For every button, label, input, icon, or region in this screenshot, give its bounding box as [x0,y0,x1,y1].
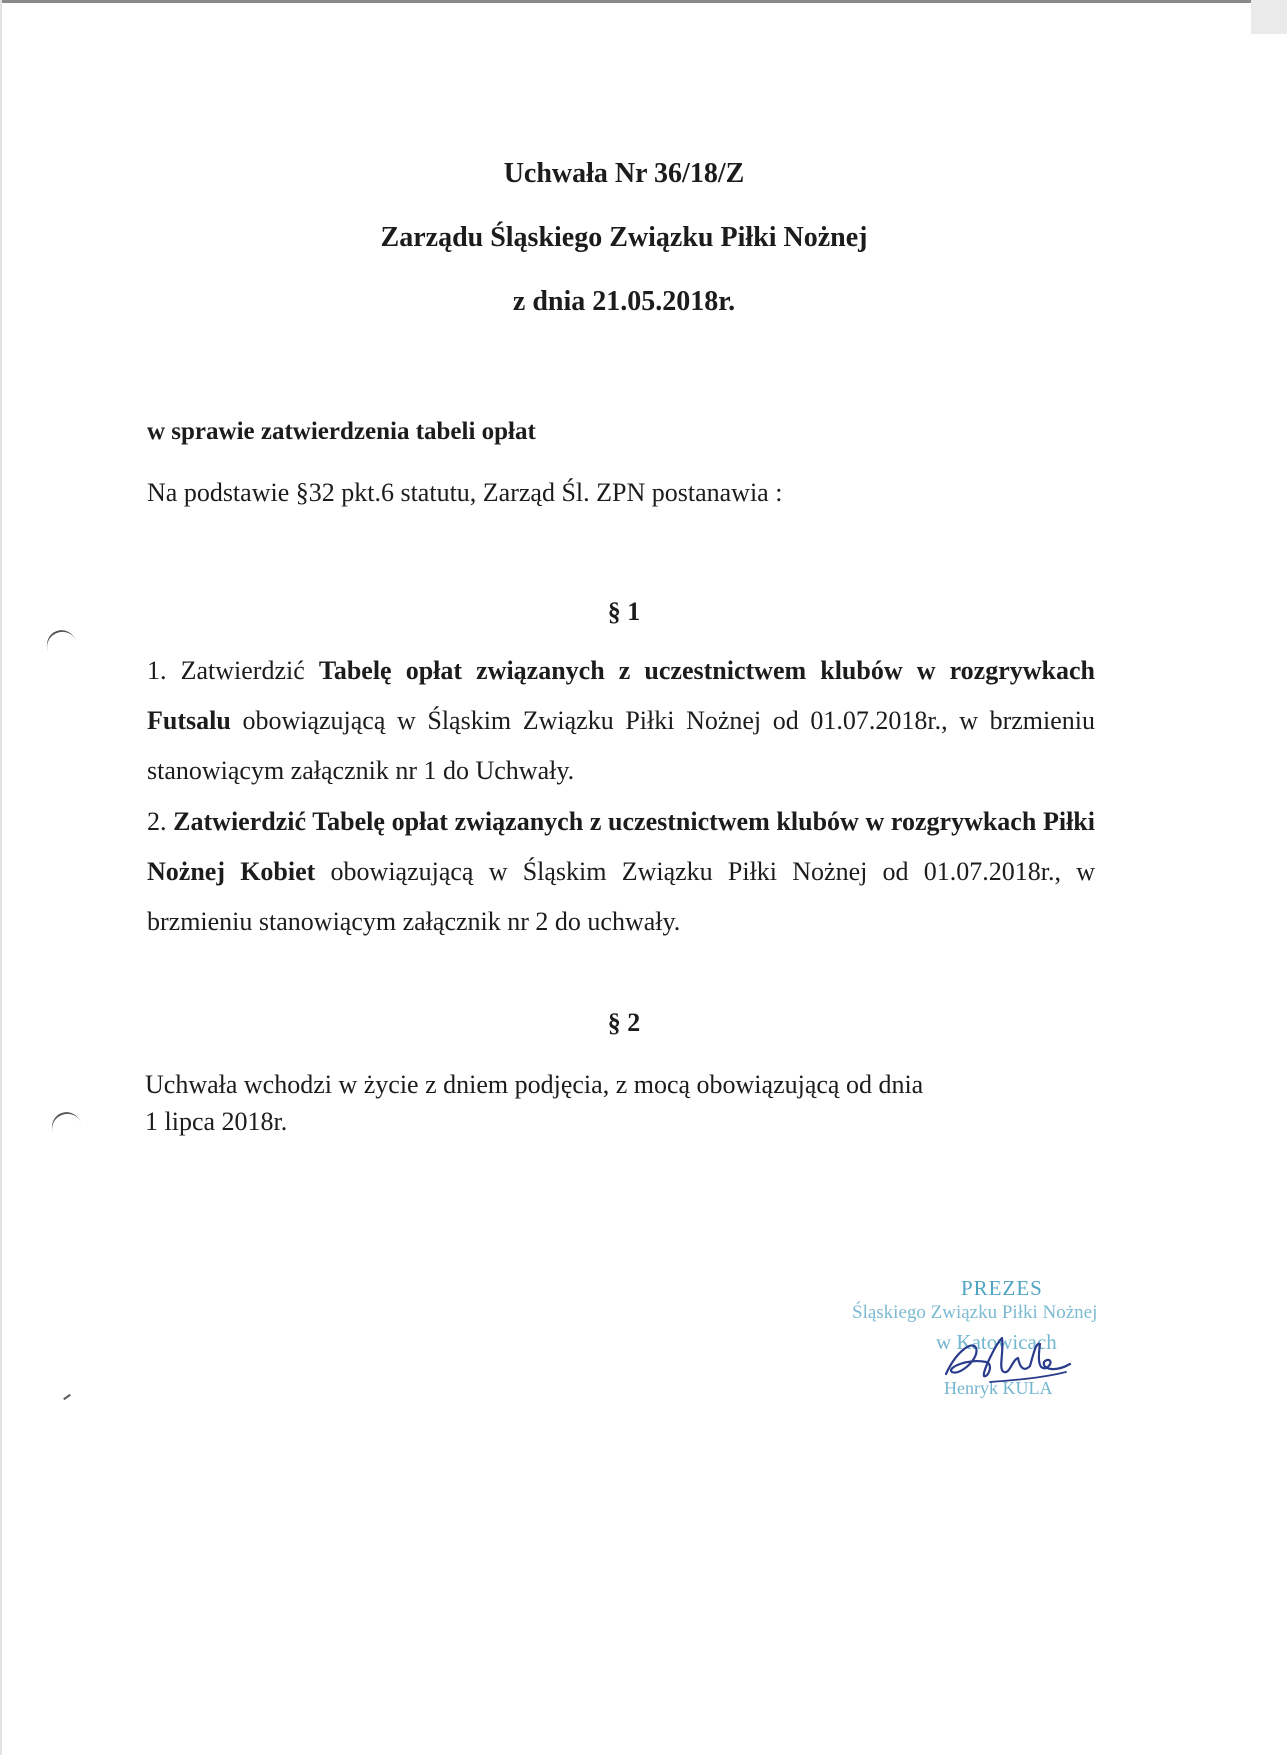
scan-corner [1251,0,1287,34]
stamp-title: PREZES [961,1276,1043,1300]
punch-hole-mark [42,626,81,666]
clause-line: 1 lipca 2018r. [145,1107,288,1136]
legal-basis: Na podstawie §32 pkt.6 statutu, Zarząd Śl. ZPN postanawia : [147,478,783,507]
punch-hole-mark [47,1108,86,1148]
item-text: obowiązującą w Śląskim Związku Piłki Nożnej od 01.07.2018r., w brzmieniu stanowiącym załącznik nr 2 do uchwały. [147,857,1095,936]
stamp-name: Henryk KULA [944,1378,1053,1398]
item-text: obowiązującą w Śląskim Związku Piłki Nożnej od 01.07.2018r., w brzmieniu stanowiącym załącznik nr 1 do Uchwały. [147,706,1096,785]
item-verb: Zatwierdzić [180,656,305,685]
section-1-mark: § 1 [607,597,641,626]
section-1-item-1 [147,646,1095,796]
effective-date-clause [145,1066,923,1140]
handwritten-signature [938,1322,1078,1392]
item-number: 2. [147,807,167,836]
scan-edge-top [0,0,1287,3]
stamp-organization: Śląskiego Związku Piłki Nożnej [852,1302,1098,1323]
scan-speck [63,1394,71,1400]
scan-edge-left [0,0,2,1755]
president-stamp [846,1274,1176,1414]
item-bold-text: Zatwierdzić Tabelę opłat związanych z uczestnictwem klubów w rozgrywkach Piłki Nożnej Kobiet [147,807,1095,886]
section-2-mark: § 2 [607,1008,641,1037]
section-1-item-2 [147,797,1095,947]
item-number: 1. [147,656,167,685]
clause-line: Uchwała wchodzi w życie z dniem podjęcia, z mocą obowiązującą od dnia [145,1070,924,1099]
resolution-date: z dnia 21.05.2018r. [512,286,736,317]
item-bold-text: Tabelę opłat związanych z uczestnictwem klubów w rozgrywkach Futsalu [147,656,1096,735]
issuing-body: Zarządu Śląskiego Związku Piłki Nożnej [380,222,868,253]
resolution-subject: w sprawie zatwierdzenia tabeli opłat [147,418,536,445]
stamp-city: w Katowicach [936,1330,1057,1354]
resolution-number: Uchwała Nr 36/18/Z [503,158,745,189]
